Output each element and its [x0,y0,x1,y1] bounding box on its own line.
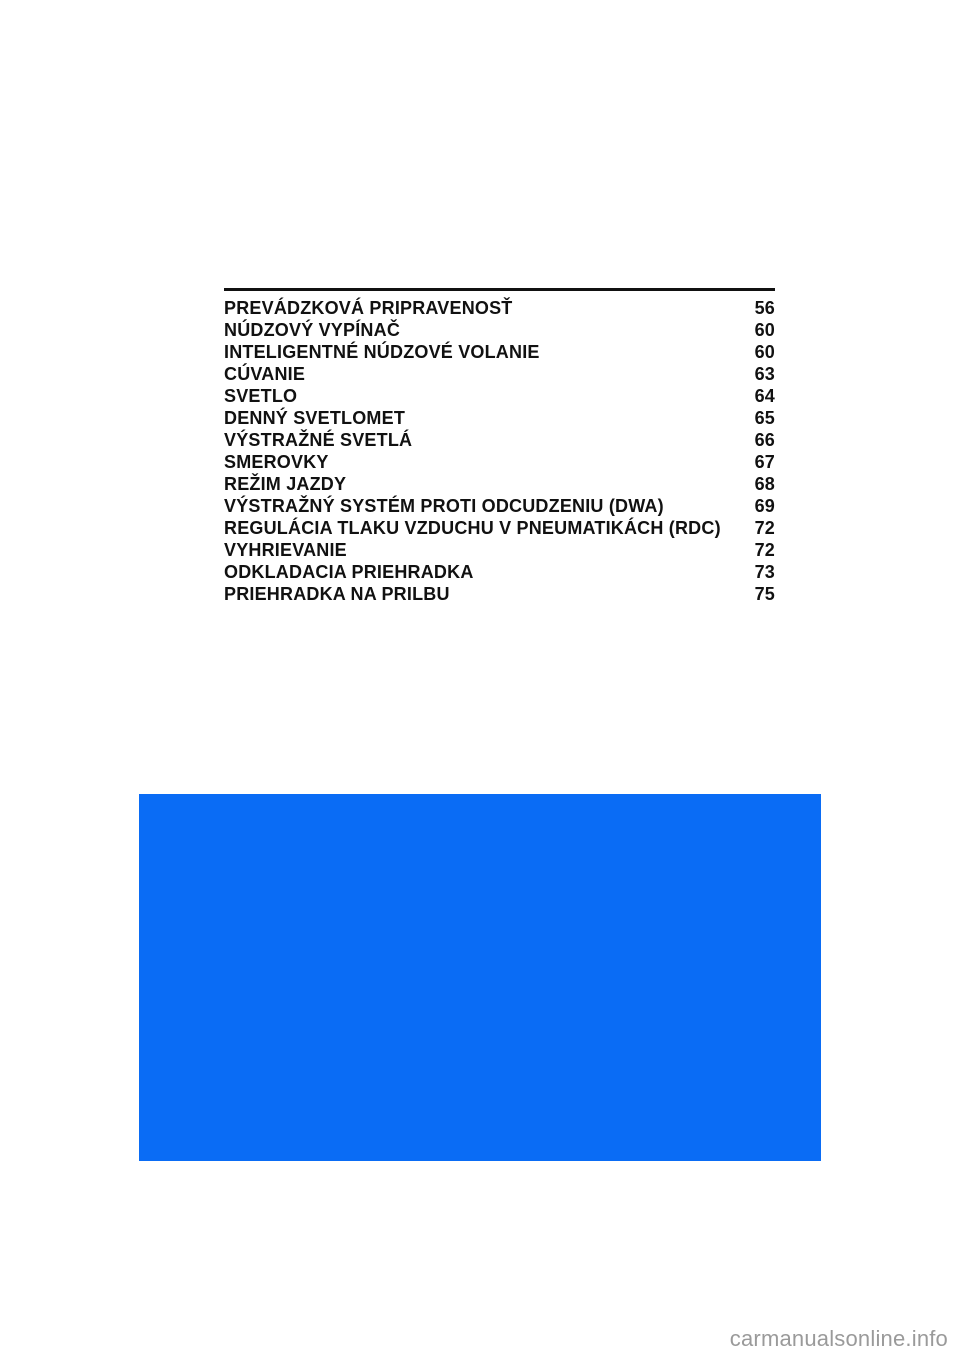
toc-entry[interactable] [224,429,775,451]
toc-entry-page: 60 [754,320,775,340]
toc-entry-page: 72 [754,518,775,538]
toc-entry-page: 67 [754,452,775,472]
toc-entry-page: 75 [754,584,775,604]
toc-entry[interactable] [224,341,775,363]
toc-entry[interactable] [224,451,775,473]
toc-entry-title: SMEROVKY [224,452,329,472]
toc-entry-title: CÚVANIE [224,364,306,384]
toc-entry[interactable] [224,539,775,561]
toc-top-rule [224,288,775,291]
toc-entry-page: 60 [754,342,775,362]
blue-color-panel [139,794,821,1161]
toc-entry-title: SVETLO [224,386,298,406]
toc-entry[interactable] [224,319,775,341]
toc-entry-title: VYHRIEVANIE [224,540,347,560]
toc-entry[interactable] [224,385,775,407]
toc-entry[interactable] [224,495,775,517]
toc-entry-page: 73 [754,562,775,582]
toc-entry[interactable] [224,297,775,319]
toc-entry-title: VÝSTRAŽNÉ SVETLÁ [224,430,413,450]
toc-entry-page: 56 [754,298,775,318]
source-watermark: carmanualsonline.info [729,1326,948,1351]
toc-entry-title: DENNÝ SVETLOMET [224,408,406,428]
toc-entry-page: 72 [754,540,775,560]
toc-entry-page: 63 [754,364,775,384]
toc-entry[interactable] [224,407,775,429]
toc-entry-title: ODKLADACIA PRIEHRADKA [224,562,474,582]
toc-entry[interactable] [224,473,775,495]
toc-entry-title: REGULÁCIA TLAKU VZDUCHU V PNEUMATIKÁCH (RDC) [224,518,721,538]
toc-entry-page: 69 [754,496,775,516]
toc-entry-page: 64 [754,386,775,406]
toc-list [224,297,775,605]
toc-entry-title: PRIEHRADKA NA PRILBU [224,584,450,604]
toc-entry-page: 68 [754,474,775,494]
toc-entry-page: 66 [754,430,775,450]
toc-entry[interactable] [224,561,775,583]
toc-entry-title: NÚDZOVÝ VYPÍNAČ [224,320,401,340]
toc-entry[interactable] [224,517,775,539]
toc-entry-title: INTELIGENTNÉ NÚDZOVÉ VOLANIE [224,342,540,362]
table-of-contents [224,288,775,605]
toc-entry-title: VÝSTRAŽNÝ SYSTÉM PROTI ODCUDZENIU (DWA) [224,496,664,516]
toc-entry-title: PREVÁDZKOVÁ PRIPRAVENOSŤ [224,298,513,318]
toc-entry-title: REŽIM JAZDY [224,474,347,494]
toc-entry[interactable] [224,583,775,605]
toc-entry[interactable] [224,363,775,385]
toc-entry-page: 65 [754,408,775,428]
